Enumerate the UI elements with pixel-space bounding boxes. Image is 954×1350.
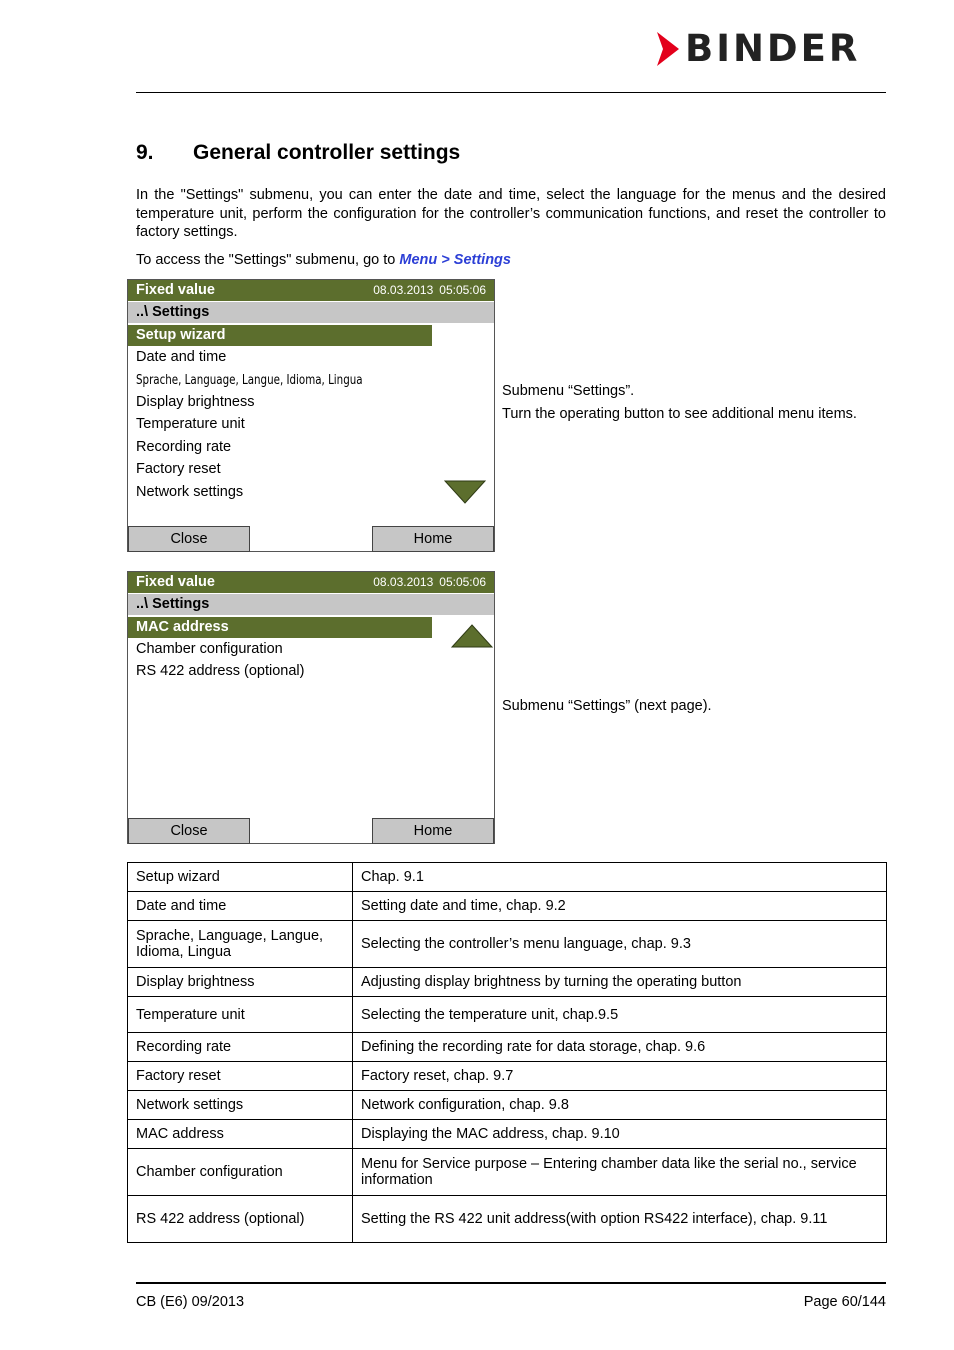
menu-item-mac-address[interactable]: MAC address (128, 617, 432, 638)
table-cell-desc: Setting the RS 422 unit address(with option RS422 interface), chap. 9.11 (353, 1196, 887, 1243)
chapter-title-text: General controller settings (193, 141, 461, 164)
table-cell-desc: Adjusting display brightness by turning the operating button (353, 968, 887, 997)
close-button[interactable]: Close (128, 818, 250, 844)
screen-date: 08.03.2013 (373, 575, 434, 589)
table-row (128, 1120, 887, 1149)
footer-rule (136, 1282, 886, 1284)
screen-datetime (373, 575, 486, 589)
screen-mode: Fixed value (136, 282, 215, 298)
table-cell-item: Display brightness (128, 968, 353, 997)
caption-screen1-text: Turn the operating button to see additional menu items. (502, 406, 857, 422)
screen-header (128, 572, 494, 593)
table-cell-desc: Selecting the temperature unit, chap.9.5 (353, 997, 887, 1033)
screen-time: 05:05:06 (439, 283, 486, 297)
table-cell-desc: Chap. 9.1 (353, 863, 887, 892)
screen-time: 05:05:06 (439, 575, 486, 589)
screen-header (128, 280, 494, 301)
table-cell-item: Factory reset (128, 1062, 353, 1091)
table-row (128, 921, 887, 968)
menu-item-network-settings[interactable]: Network settings (136, 484, 244, 500)
screen-datetime (373, 283, 486, 297)
table-row (128, 1196, 887, 1243)
binder-logo (655, 27, 887, 70)
arrow-up-icon[interactable] (451, 624, 493, 648)
caption-screen2-title: Submenu “Settings” (next page). (502, 698, 712, 714)
menu-item-chamber-configuration[interactable]: Chamber configuration (136, 641, 283, 657)
table-cell-item: Setup wizard (128, 863, 353, 892)
table-cell-desc: Setting date and time, chap. 9.2 (353, 892, 887, 921)
table-row (128, 1149, 887, 1196)
brand-name: BINDER (685, 27, 861, 70)
table-cell-item: Temperature unit (128, 997, 353, 1033)
table-cell-desc: Factory reset, chap. 9.7 (353, 1062, 887, 1091)
menu-item-recording-rate[interactable]: Recording rate (136, 439, 232, 455)
controller-screen-settings-page2 (127, 571, 495, 844)
table-cell-item: Recording rate (128, 1033, 353, 1062)
table-cell-desc: Displaying the MAC address, chap. 9.10 (353, 1120, 887, 1149)
menu-item-display-brightness[interactable]: Display brightness (136, 394, 255, 410)
table-cell-item: Network settings (128, 1091, 353, 1120)
home-button[interactable]: Home (372, 818, 494, 844)
footer-page-number: Page 60/144 (803, 1294, 886, 1310)
caption-screen1-title: Submenu “Settings”. (502, 383, 635, 399)
chapter-title (136, 141, 460, 165)
table-cell-item: Chamber configuration (128, 1149, 353, 1196)
screen-path: ..\ Settings (128, 302, 494, 323)
intro-paragraph: In the "Settings" submenu, you can enter the date and time, select the language for the menus and the desired temperature unit, perform the configuration for the controller’s communication functions, and reset the controller to factory settings. (136, 187, 886, 240)
menu-item-rs422-address[interactable]: RS 422 address (optional) (136, 663, 305, 679)
table-row (128, 863, 887, 892)
screen-mode: Fixed value (136, 574, 215, 590)
table-row (128, 997, 887, 1033)
table-row (128, 892, 887, 921)
arrow-down-icon[interactable] (444, 480, 486, 504)
access-prefix: To access the "Settings" submenu, go to (136, 252, 400, 268)
table-cell-item: Date and time (128, 892, 353, 921)
settings-reference-table (127, 862, 887, 1243)
controller-screen-settings (127, 279, 495, 552)
header-rule (136, 92, 886, 93)
close-button[interactable]: Close (128, 526, 250, 552)
footer-doc-id: CB (E6) 09/2013 (136, 1294, 245, 1310)
menu-item-language[interactable]: Sprache, Language, Langue, Idioma, Lingua (136, 373, 363, 388)
table-cell-desc: Defining the recording rate for data storage, chap. 9.6 (353, 1033, 887, 1062)
table-row (128, 1033, 887, 1062)
chapter-number: 9. (136, 141, 154, 164)
table-cell-item: MAC address (128, 1120, 353, 1149)
menu-item-date-time[interactable]: Date and time (136, 349, 227, 365)
menu-item-setup-wizard[interactable]: Setup wizard (128, 325, 432, 346)
binder-logo-mark-icon (655, 30, 681, 68)
screen-date: 08.03.2013 (373, 283, 434, 297)
table-cell-item: RS 422 address (optional) (128, 1196, 353, 1243)
table-row (128, 1062, 887, 1091)
menu-item-factory-reset[interactable]: Factory reset (136, 461, 221, 477)
home-button[interactable]: Home (372, 526, 494, 552)
menu-path-link: Menu > Settings (399, 252, 511, 268)
table-cell-desc: Selecting the controller’s menu language, chap. 9.3 (353, 921, 887, 968)
table-row (128, 968, 887, 997)
screen-path: ..\ Settings (128, 594, 494, 615)
access-paragraph (136, 251, 886, 270)
table-cell-desc: Network configuration, chap. 9.8 (353, 1091, 887, 1120)
table-cell-desc: Menu for Service purpose – Entering chamber data like the serial no., service information (353, 1149, 887, 1196)
table-cell-item: Sprache, Language, Langue, Idioma, Lingua (128, 921, 353, 968)
table-row (128, 1091, 887, 1120)
menu-item-temperature-unit[interactable]: Temperature unit (136, 416, 245, 432)
